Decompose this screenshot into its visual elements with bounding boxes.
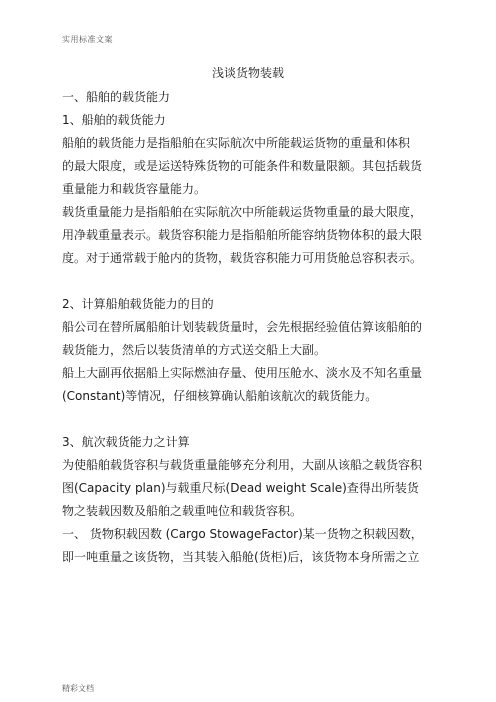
text-line: (Constant)等情况，仔细核算确认船舶该航次的载货能力。 (62, 389, 378, 403)
text-line: 即一吨重量之该货物，当其装入船舱(货柜)后，该货物本身所需之立 (62, 550, 420, 564)
footer-note: 精彩文档 (62, 684, 94, 693)
text-line: 的最大限度，或是运送特殊货物的可能条件和数量限额。其包括载货 (62, 159, 423, 173)
text-line: 重量能力和载货容量能力。 (62, 182, 207, 196)
text-line: 载货重量能力是指船舶在实际航次中所能载运货物重量的最大限度， (62, 205, 423, 219)
subsection-heading: 1、船舶的载货能力 (62, 113, 166, 127)
text-line: 船舶的载货能力是指船舶在实际航次中所能载运货物的重量和体积 (62, 136, 411, 150)
paragraph-gap (62, 270, 434, 293)
text-line: 用净载重量表示。载货容积能力是指船舶所能容纳货物体积的最大限 (62, 228, 423, 242)
paragraph-gap (62, 408, 434, 431)
document-body (62, 62, 434, 569)
text-line: 为使船舶载货容积与载货重量能够充分利用，大副从该船之载货容积 (62, 458, 423, 472)
paragraph-lines (62, 86, 434, 569)
text-line: 图(Capacity plan)与载重尺标(Dead weight Scale)查得出所装货 (62, 481, 419, 495)
text-line: 度。对于通常载于舱内的货物，载货容积能力可用货舱总容积表示。 (62, 251, 423, 265)
text-line: 一、 货物积载因数 (Cargo StowageFactor)某一货物之积载因数， (62, 527, 423, 541)
text-line: 船公司在替所属船舶计划装载货量时，会先根据经验值估算该船舶的 (62, 320, 423, 334)
text-line: 载货能力，然后以装货清单的方式送交船上大副。 (62, 343, 327, 357)
section-heading: 一、船舶的载货能力 (62, 90, 171, 104)
subsection-heading: 3、航次载货能力之计算 (62, 435, 190, 449)
subsection-heading: 2、计算船舶载货能力的目的 (62, 297, 214, 311)
document-title: 浅谈货物装载 (211, 66, 284, 80)
header-note: 实用标准文案 (62, 35, 113, 44)
text-line: 船上大副再依据船上实际燃油存量、使用压舱水、淡水及不知名重量 (62, 366, 423, 380)
text-line: 物之装载因数及船舶之载重吨位和载货容积。 (62, 504, 303, 518)
